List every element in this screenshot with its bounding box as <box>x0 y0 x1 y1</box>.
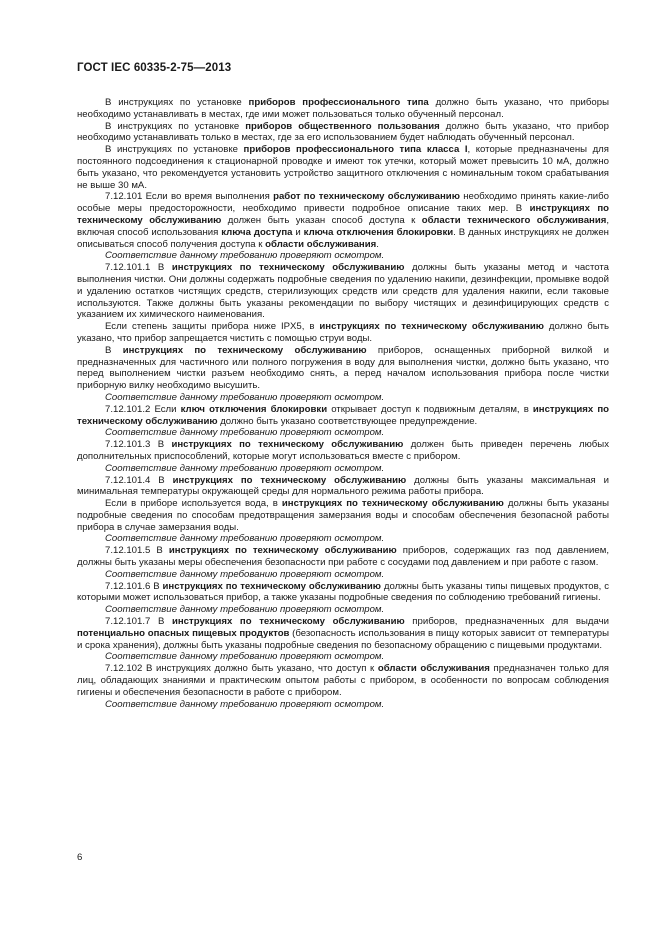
defined-term: инструкциях по техническому обслуживанию <box>172 474 407 486</box>
paragraph <box>77 97 609 121</box>
text-run: должны быть указаны максимальная и минимальная температуры окружающей среды для нормального режима работы прибора. <box>77 474 610 498</box>
defined-term: приборов профессионального типа класса I <box>243 144 468 156</box>
page-number: 6 <box>77 852 83 863</box>
text-run: 7.12.101.1 В <box>105 262 172 274</box>
paragraph <box>77 404 609 428</box>
text-run: предназначен только для лиц, обладающих знаниями и практическим опытом работы с прибором, в особенности по вопросам соблюдения гигиены и обеспечения безопасности в работе с прибором. <box>77 663 609 698</box>
text-run: и <box>292 226 304 238</box>
defined-term: инструкциях по техническому обслуживанию <box>171 616 405 628</box>
paragraph <box>77 616 609 651</box>
paragraph <box>77 439 609 463</box>
conformity-note <box>77 463 609 475</box>
paragraph <box>77 498 609 533</box>
text-run: В инструкциях по установке <box>105 120 246 132</box>
text-run: приборов, содержащих газ под давлением, должны быть указаны меры обеспечения безопасности при работе с сосудами под давлением и при работе с газом. <box>77 545 609 569</box>
defined-term: работ по техническому обслуживанию <box>273 191 460 203</box>
text-run: необходимо принять какие-либо особые меры предосторожности, необходимо привести подробное описание таких мер. В <box>77 191 609 215</box>
defined-term: области технического обслуживания <box>421 214 607 226</box>
defined-term: инструкциях по техническому обслуживанию <box>162 580 381 592</box>
defined-term: инструкциях по техническому обслуживанию <box>319 321 544 333</box>
text-run: должно быть указано, что прибор необходимо устанавливать только в местах, где за его использованием будет наблюдать обученный персонал. <box>77 120 609 144</box>
text-run: Соответствие данному требованию проверяют осмотром. <box>105 391 385 403</box>
defined-term: инструкциях по техническому обслуживанию <box>77 403 609 427</box>
conformity-note <box>77 250 609 262</box>
paragraph <box>77 345 609 392</box>
text-run: должно быть указано, что приборы необходимо устанавливать в местах, где ими может пользоваться только обученный персонал. <box>77 97 609 120</box>
document-page <box>77 62 609 710</box>
defined-term: приборов профессионального типа <box>248 97 429 108</box>
defined-term: ключа доступа <box>221 226 293 238</box>
text-run: 7.12.101.4 В <box>105 474 173 486</box>
text-run: 7.12.101.2 Если <box>105 403 181 415</box>
text-run: Соответствие данному требованию проверяют осмотром. <box>105 651 385 663</box>
text-run: 7.12.102 В инструкциях должно быть указано, что доступ к <box>105 663 378 675</box>
text-run: должны быть указаны типы пищевых продуктов, с которыми может использоваться прибор, а также указаны подробные сведения по соблюдению требований гигиены. <box>77 580 610 604</box>
text-run: 7.12.101.3 В <box>105 439 172 451</box>
conformity-note <box>77 427 609 439</box>
text-run: Соответствие данному требованию проверяют осмотром. <box>105 568 385 580</box>
text-run: 7.12.101.5 В <box>105 545 169 557</box>
text-run: Соответствие данному требованию проверяют осмотром. <box>105 604 385 616</box>
conformity-note <box>77 651 609 663</box>
conformity-note <box>77 569 609 581</box>
text-run: Если в приборе используется вода, в <box>105 498 282 510</box>
conformity-note <box>77 699 609 711</box>
paragraph <box>77 121 609 145</box>
text-run: должен быть приведен перечень любых дополнительных приспособлений, которые могут использоваться вместе с прибором. <box>77 439 609 462</box>
document-header: ГОСТ IEC 60335-2-75—2013 <box>77 62 232 74</box>
paragraph <box>77 545 609 569</box>
text-run: должно быть указано, что прибор запрещается чистить с помощью струи воды. <box>77 321 609 344</box>
paragraph <box>77 321 609 345</box>
text-run: В инструкциях по установке <box>105 97 249 108</box>
text-run: должны быть указаны метод и частота выполнения чистки. Они должны содержать подробные сведения по удалению накипи, дезинфекции, промывке водой и удалению остатков чистящих средств, стерилизующих средств или средств для удаления накипи, если таковые используются. Также должны быть указаны рекомендации по выбору чистящих и дезинфицирующих средств с указанием их химического наименования. <box>77 262 610 321</box>
text-run: (безопасность использования в пищу которых зависит от температуры и срока хранения), должны быть указаны подробные сведения по безопасному обращению с пищевыми продуктами. <box>77 627 609 651</box>
defined-term: области обслуживания <box>377 663 490 675</box>
defined-term: инструкциях по техническому обслуживанию <box>171 439 404 451</box>
paragraph <box>77 663 609 698</box>
text-run: Если степень защиты прибора ниже IPX5, в <box>105 321 320 333</box>
conformity-note <box>77 392 609 404</box>
defined-term: инструкциях по техническому обслуживанию <box>77 203 609 226</box>
defined-term: инструкциях по техническому обслуживанию <box>122 344 367 356</box>
text-run: должны быть указаны подробные сведения по способам предотвращения замерзания воды и способам обеспечения безопасной работы прибора в случае замерзания воды. <box>77 498 609 533</box>
text-run: В инструкциях по установке <box>105 144 244 156</box>
document-body <box>77 97 609 710</box>
defined-term: инструкциях по техническому обслуживанию <box>168 545 397 557</box>
text-run: В <box>105 344 123 356</box>
text-run: Соответствие данному требованию проверяют осмотром. <box>105 533 385 545</box>
text-run: . В данных инструкциях не должен описываться способ получения доступа к <box>77 226 609 250</box>
paragraph <box>77 475 609 499</box>
text-run: открывает доступ к подвижным деталям, в <box>327 403 533 415</box>
defined-term: ключа отключения блокировки <box>303 226 454 238</box>
text-run: Соответствие данному требованию проверяют осмотром. <box>105 698 385 710</box>
text-run: 7.12.101.6 В <box>105 580 163 592</box>
text-run: Соответствие данному требованию проверяют осмотром. <box>105 427 385 439</box>
paragraph <box>77 144 609 191</box>
text-run: Соответствие данному требованию проверяют осмотром. <box>105 462 385 474</box>
text-run: . <box>376 238 379 250</box>
paragraph <box>77 191 609 250</box>
defined-term: ключ отключения блокировки <box>180 403 328 415</box>
text-run: 7.12.101 Если во время выполнения <box>105 191 274 203</box>
text-run: должен быть указан способ доступа к <box>221 214 422 226</box>
defined-term: инструкциях по техническому обслуживанию <box>171 262 405 274</box>
text-run: 7.12.101.7 В <box>105 616 172 628</box>
paragraph <box>77 262 609 321</box>
text-run: приборов, предназначенных для выдачи <box>404 616 609 628</box>
defined-term: инструкциях по техническому обслуживанию <box>281 498 504 510</box>
conformity-note <box>77 604 609 616</box>
text-run: приборов, оснащенных приборной вилкой и предназначенных для частичного или полного погружения в воду для выполнения чистки, должно быть указано, что перед выполнением чистки разъем необходимо снять, а перед началом использования прибора после чистки приборную вилку необходимо высушить. <box>77 344 609 392</box>
defined-term: области обслуживания <box>265 238 377 250</box>
text-run: , которые предназначены для постоянного подсоединения к стационарной проводке и имеют ток утечки, который может превысить 10 мА, должно быть указано, что рекомендуется установить устройство защитного отключения с номинальным током срабатывания не выше 30 мА. <box>77 144 609 191</box>
defined-term: потенциально опасных пищевых продуктов <box>77 627 290 639</box>
conformity-note <box>77 533 609 545</box>
text-run: должно быть указано соответствующее предупреждение. <box>217 415 478 427</box>
paragraph <box>77 581 609 605</box>
text-run: Соответствие данному требованию проверяют осмотром. <box>105 250 385 262</box>
text-run: , включая способ использования <box>77 214 609 238</box>
defined-term: приборов общественного пользования <box>245 120 440 132</box>
